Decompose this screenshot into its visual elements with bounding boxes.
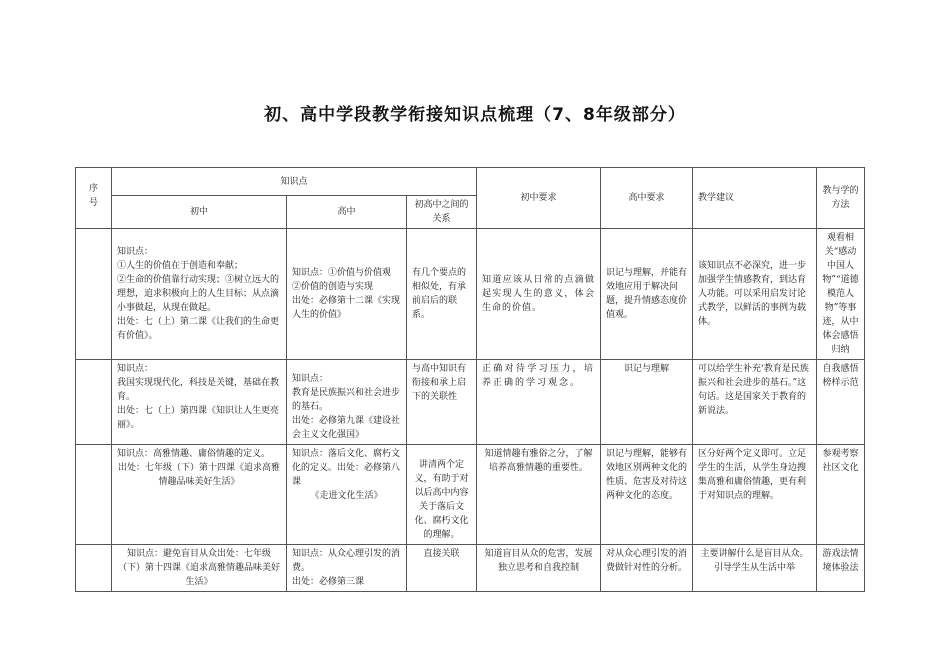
row-senior-req: 对从众心理引发的消费做针对性的分析。	[601, 545, 693, 592]
row-seq	[76, 445, 112, 545]
row-senior: 知识点：①价值与价值观 ②价值的创造与实现 出处：必修第十二课《实现人生的价值》	[287, 229, 407, 360]
row-junior-req: 知道应该从日常的点滴做起实现人生的意义，体会生命的价值。	[477, 229, 601, 360]
row-senior-req: 识记与理解，能够有效地区别两种文化的性质、危害及对待这两种文化的态度。	[601, 445, 693, 545]
header-seq: 序号	[76, 168, 112, 229]
header-junior-req: 初中要求	[477, 168, 601, 229]
row-relation: 有几个要点的相似处，有承前启后的联系。	[407, 229, 477, 360]
row-junior: 知识点：避免盲目从众出处：七年级（下）第十四课《追求高雅情趣品味美好生活》	[112, 545, 287, 592]
row-method: 自我感悟榜样示范	[817, 360, 865, 445]
row-junior-req: 知道情趣有雅俗之分，了解培养高雅情趣的重要性。	[477, 445, 601, 545]
row-relation: 与高中知识有衔接和承上启下的关联性	[407, 360, 477, 445]
header-senior-req: 高中要求	[601, 168, 693, 229]
row-relation: 直接关联	[407, 545, 477, 592]
page-title: 初、高中学段教学衔接知识点梳理（7、8年级部分）	[264, 105, 686, 125]
row-suggestion: 区分好两个定义即可。立足学生的生活，从学生身边搜集高雅和庸俗情趣，更有利于对知识点的理解。	[693, 445, 817, 545]
header-junior: 初中	[112, 196, 287, 229]
row-suggestion: 主要讲解什么是盲目从众。引导学生从生活中举	[693, 545, 817, 592]
row-senior-req: 识记与理解，并能有效地应用于解决问题，提升情感态度价值观。	[601, 229, 693, 360]
table-row	[76, 545, 865, 592]
header-knowledge: 知识点	[112, 168, 477, 196]
row-senior: 知识点：从众心理引发的消费。 出处：必修第三课	[287, 545, 407, 592]
table-row	[76, 445, 865, 545]
row-seq	[76, 545, 112, 592]
header-suggestion: 教学建议	[693, 168, 817, 229]
row-relation: 讲清两个定义，有助于对以后高中内容关于落后文化、腐朽文化的理解。	[407, 445, 477, 545]
row-senior: 知识点： 教育是民族振兴和社会进步的基石。 出处：必修第九课《建设社会主义文化强国》	[287, 360, 407, 445]
row-seq	[76, 229, 112, 360]
header-senior: 高中	[287, 196, 407, 229]
knowledge-table	[75, 167, 865, 592]
table-row	[76, 360, 865, 445]
row-suggestion: 该知识点不必深究，进一步加强学生情感教育，到达育人功能。可以采用启发讨论式教学，以鲜活的事例为载体。	[693, 229, 817, 360]
row-junior: 知识点： 我国实现现代化，科技是关键，基础在教育。 出处：七（上）第四课《知识让人生更亮丽》。	[112, 360, 287, 445]
header-relation: 初高中之间的关系	[407, 196, 477, 229]
table-row	[76, 229, 865, 360]
row-seq	[76, 360, 112, 445]
header-method: 教与学的方法	[817, 168, 865, 229]
header-row-1	[76, 168, 865, 196]
row-junior-req: 知道盲目从众的危害，发展独立思考和自我控制	[477, 545, 601, 592]
row-suggestion: 可以给学生补充‘教育是民族振兴和社会进步的基石。”这句话。这是国家关于教育的新说法。	[693, 360, 817, 445]
row-method: 游戏法情境体验法	[817, 545, 865, 592]
row-method: 观看相关“感动中国人物”“道德模范人物”等事迹，从中体会感悟归纳	[817, 229, 865, 360]
row-senior-req: 识记与理解	[601, 360, 693, 445]
row-junior: 知识点：高雅情趣、庸俗情趣的定义。 出处：七年级（下）第十四课《追求高雅情趣品味美好生活》	[112, 445, 287, 545]
row-junior-req: 正确对待学习压力，培养正确的学习观念。	[477, 360, 601, 445]
row-junior: 知识点： ①人生的价值在于创造和奉献； ②生命的价值靠行动实现；③树立远大的理想，追求积极向上的人生目标；从点滴小事做起，从现在做起。 出处：七（上）第二课《让我们的生命更有价值》。	[112, 229, 287, 360]
row-senior: 知识点：落后文化、腐朽文化的定义。出处：必修第八课 《走进文化生活》	[287, 445, 407, 545]
row-method: 参观考察社区文化	[817, 445, 865, 545]
